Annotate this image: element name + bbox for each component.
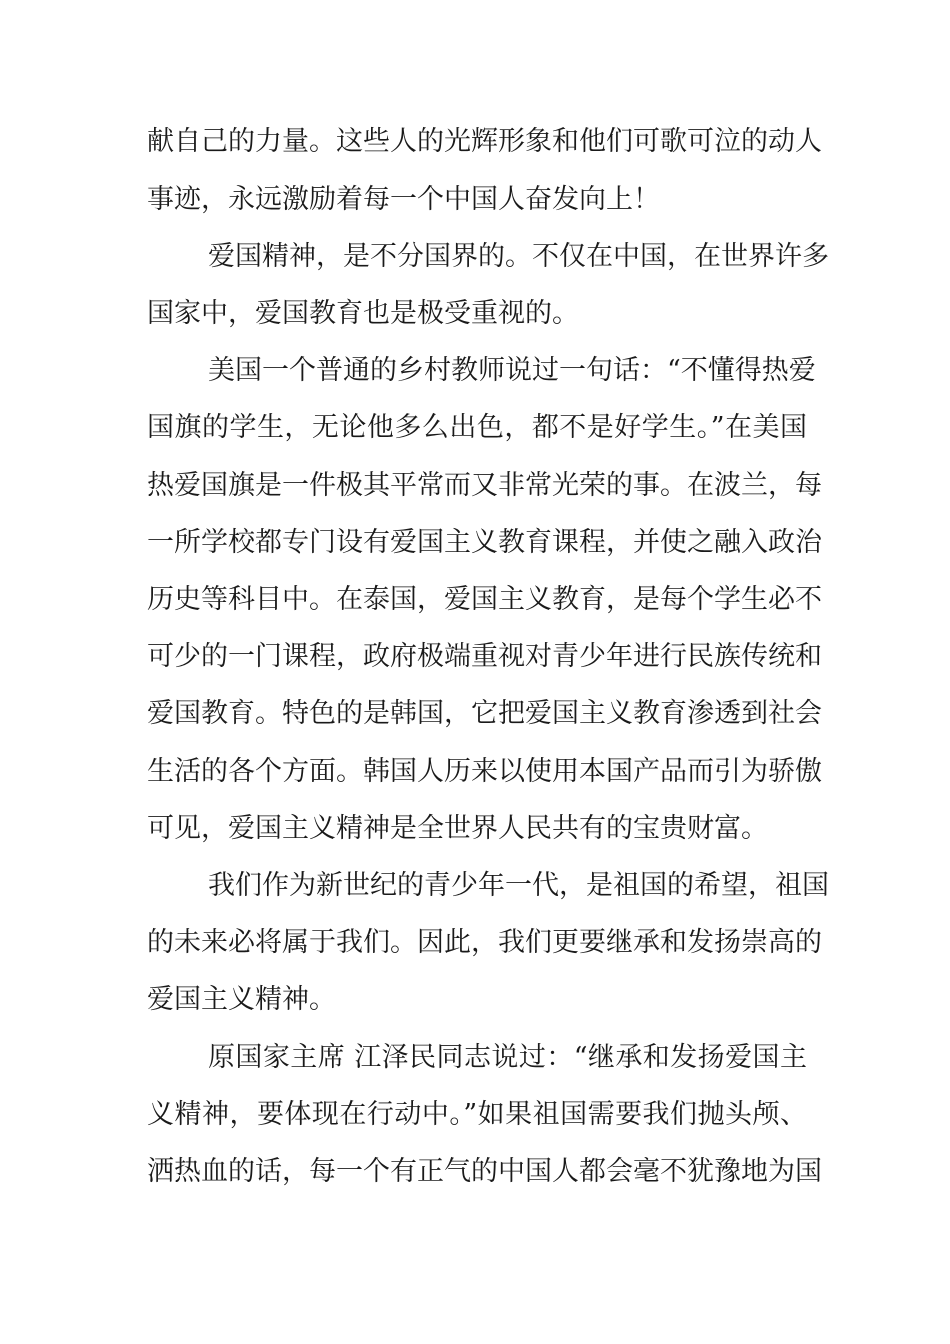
text-line: 爱国教育。特色的是韩国，它把爱国主义教育渗透到社会 — [147, 698, 822, 729]
text-line: 义精神，要体现在行动中。”如果祖国需要我们抛头颅、 — [147, 1099, 807, 1130]
text-line: 事迹，永远激励着每一个中国人奋发向上！ — [147, 184, 660, 215]
text-line: 献自己的力量。这些人的光辉形象和他们可歌可泣的动人 — [147, 126, 822, 157]
text-line: 热爱国旗是一件极其平常而又非常光荣的事。在波兰，每 — [147, 470, 822, 501]
text-line: 的未来必将属于我们。因此，我们更要继承和发扬崇高的 — [147, 927, 822, 958]
paragraph-first-line: 原国家主席 江泽民同志说过：“继承和发扬爱国主 — [208, 1042, 807, 1073]
paragraph-first-line: 爱国精神，是不分国界的。不仅在中国，在世界许多 — [208, 241, 829, 272]
text-line: 爱国主义精神。 — [147, 984, 336, 1015]
text-line: 可见，爱国主义精神是全世界人民共有的宝贵财富。 — [147, 813, 768, 844]
text-line: 国家中，爱国教育也是极受重视的。 — [147, 298, 579, 329]
text-line: 生活的各个方面。韩国人历来以使用本国产品而引为骄傲 — [147, 756, 822, 787]
text-line: 可少的一门课程，政府极端重视对青少年进行民族传统和 — [147, 641, 822, 672]
paragraph-first-line: 美国一个普通的乡村教师说过一句话：“不懂得热爱 — [208, 355, 816, 386]
paragraph-first-line: 我们作为新世纪的青少年一代，是祖国的希望，祖国 — [208, 870, 829, 901]
text-line: 一所学校都专门设有爱国主义教育课程，并使之融入政治 — [147, 527, 822, 558]
text-line: 洒热血的话，每一个有正气的中国人都会毫不犹豫地为国 — [147, 1156, 822, 1187]
text-line: 国旗的学生，无论他多么出色，都不是好学生。”在美国 — [147, 412, 807, 443]
text-line: 历史等科目中。在泰国，爱国主义教育，是每个学生必不 — [147, 584, 822, 615]
